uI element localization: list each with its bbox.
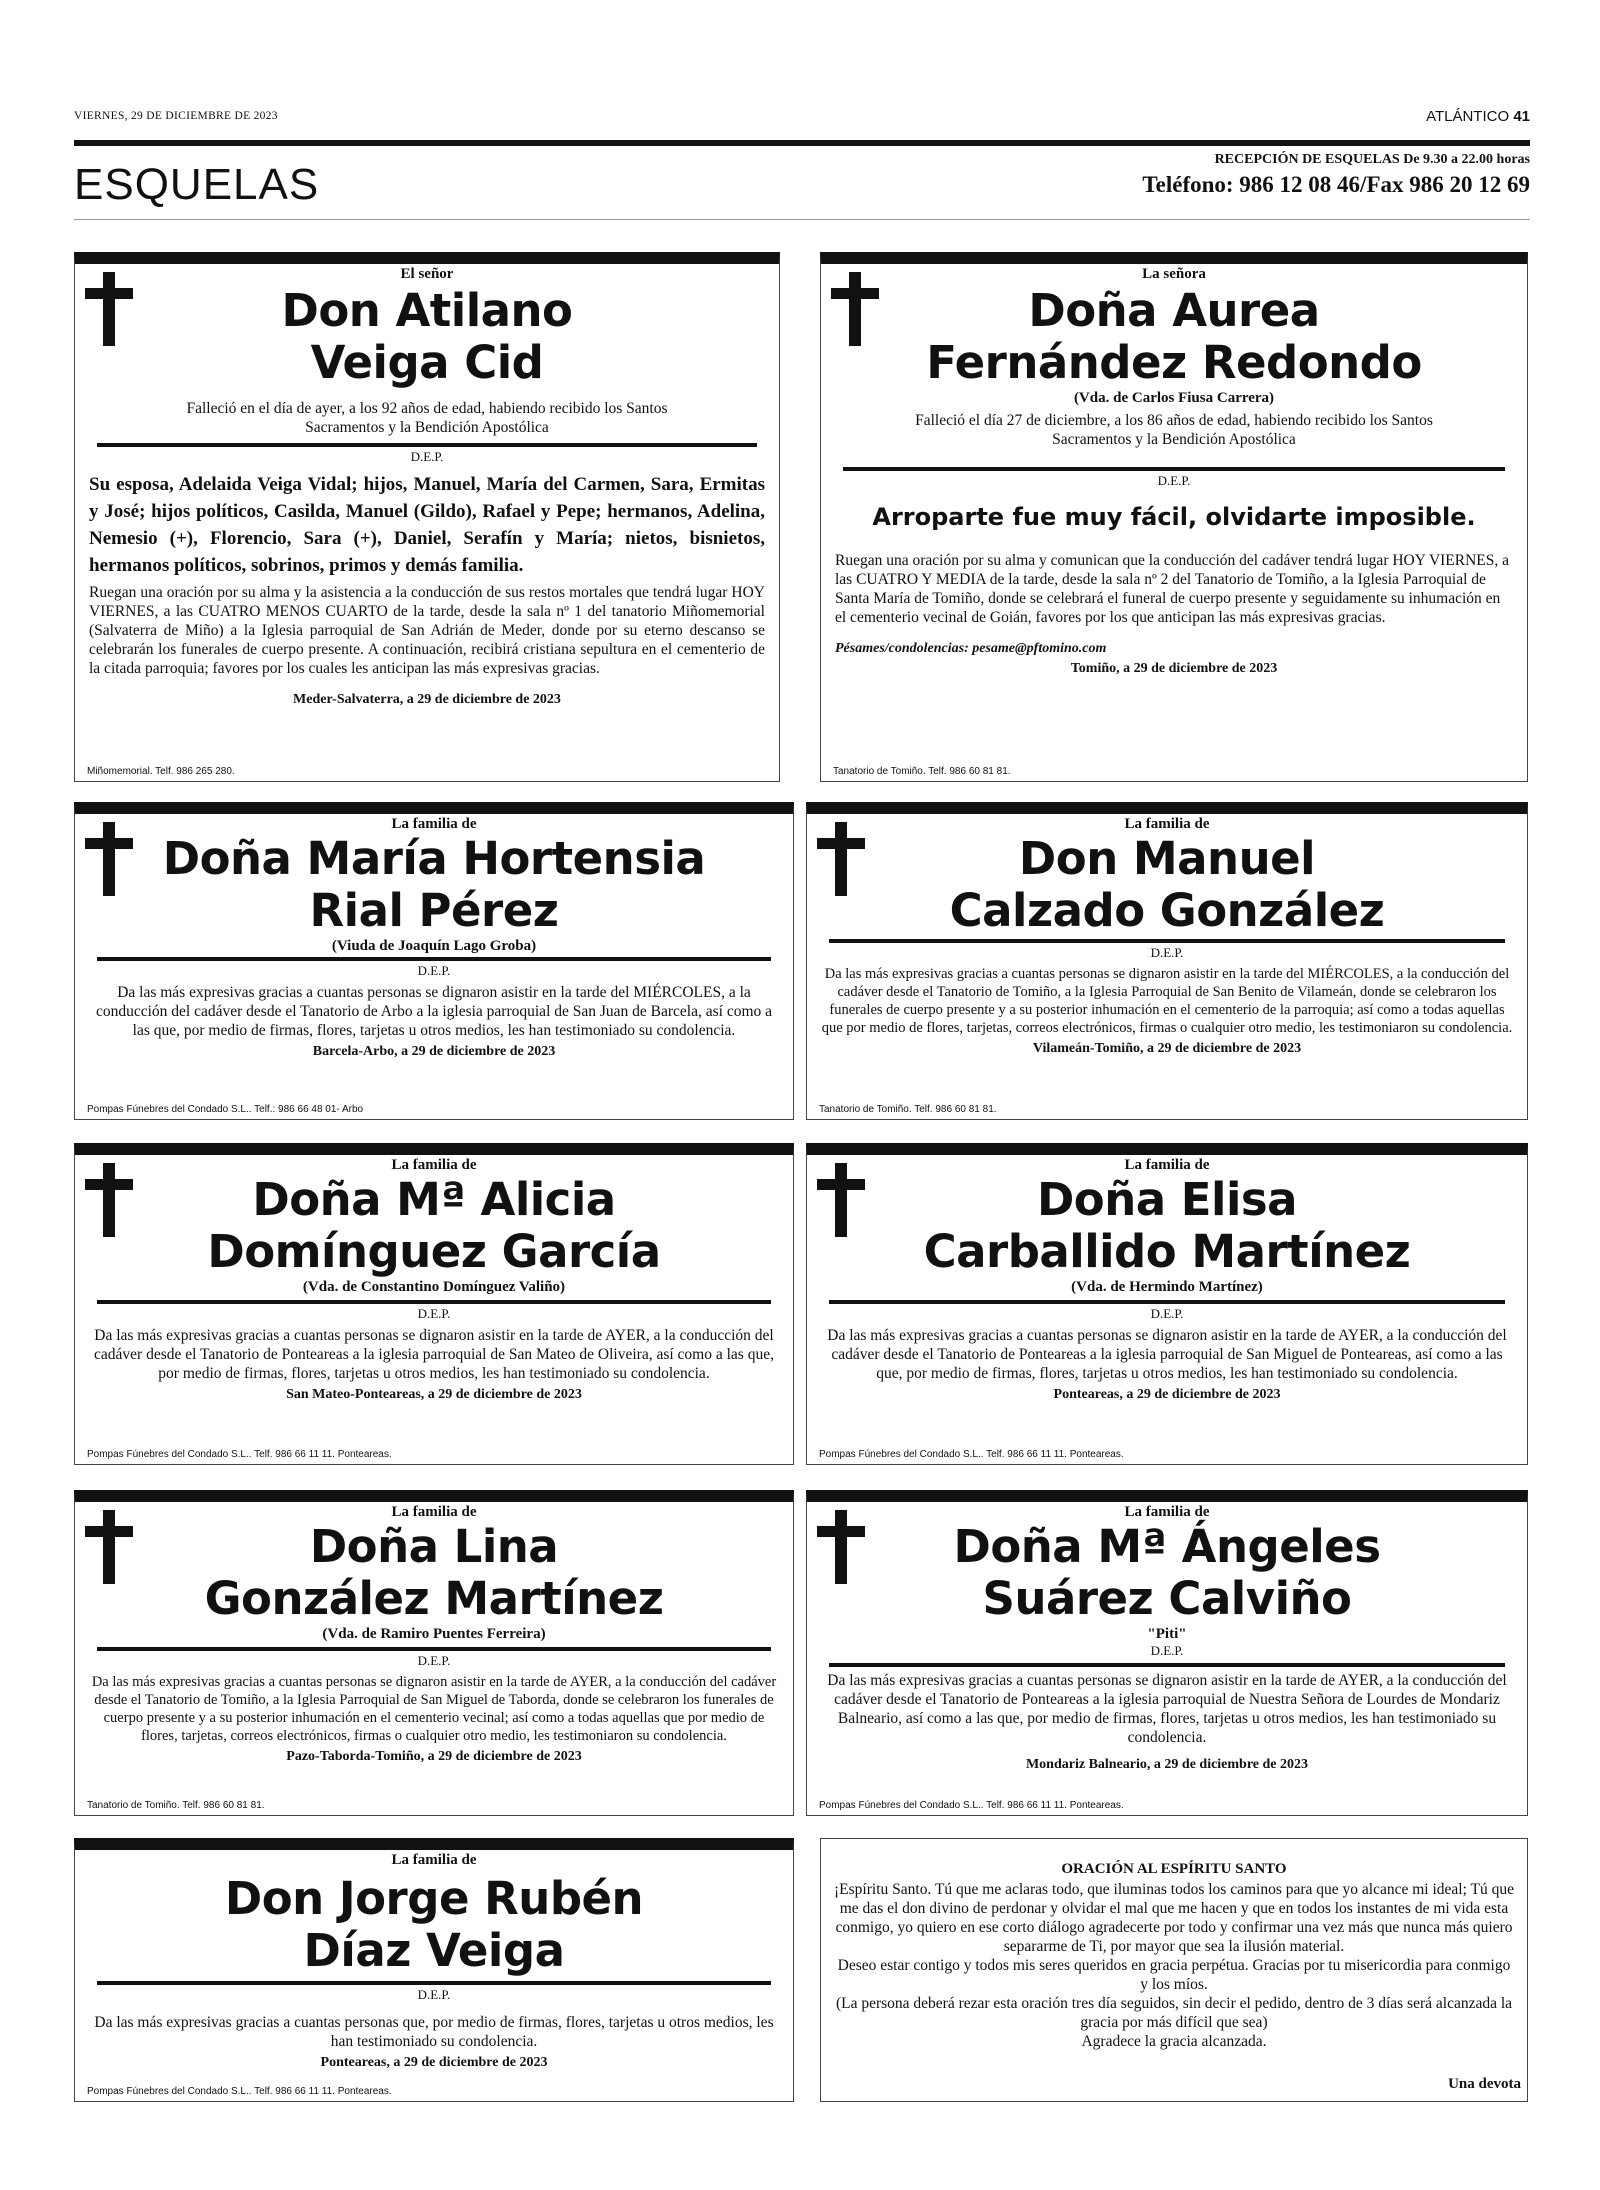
rip-text: D.E.P.: [417, 1653, 451, 1668]
widow-note: (Vda. de Hermindo Martínez): [1071, 1279, 1263, 1295]
rip-line: [87, 443, 767, 465]
deceased-name: Doña Mª Ángeles: [953, 1520, 1381, 1573]
obituary-notice: [74, 252, 780, 782]
obituary-notice: [806, 1490, 1528, 1816]
notice-body: Da las más expresivas gracias a cuantas personas se dignaron asistir en la tarde de AYER, a la conducción del cadáver desde el Tanatorio de Tomiño, a la Iglesia Parroquial de San Miguel de Taborda, donde se celebraron los funerales de cuerpo presente y a su posterior inhumación en el cementerio vecinal; así como a todas aquellas que por medio de flores, tarjetas, correos electrónicos, firmas o cualquier otro medio, les testimoniaron su condolencia.: [91, 1674, 777, 1744]
deceased-name: Doña Lina: [309, 1520, 559, 1573]
notice-intro: La familia de: [391, 1504, 477, 1520]
notice-place-date: Ponteareas, a 29 de diciembre de 2023: [320, 2055, 548, 2070]
deceased-name: Doña María Hortensia: [162, 832, 706, 885]
rip-text: D.E.P.: [417, 963, 451, 978]
page-number: 41: [1513, 108, 1530, 125]
notice-intro: La familia de: [391, 1852, 477, 1868]
obituary-notice: [74, 1143, 794, 1465]
notice-intro: La señora: [1142, 266, 1206, 282]
deceased-surname: Calzado González: [949, 884, 1385, 937]
prayer-signature: Una devota: [1448, 2076, 1521, 2092]
cross-icon: [817, 1163, 865, 1237]
epitaph: Arroparte fue muy fácil, olvidarte imposible.: [872, 503, 1476, 531]
prayer-instructions: (La persona deberá rezar esta oración tres día seguidos, sin decir el pedido, dentro de 3 días será alcanzada la gracia por más difícil que sea): [835, 1995, 1513, 2031]
notice-place-date: Pazo-Taborda-Tomiño, a 29 de diciembre de 2023: [286, 1749, 582, 1764]
section-rule: [74, 219, 1530, 220]
widow-note: (Vda. de Carlos Fiusa Carrera): [1073, 390, 1275, 406]
contact-phone: Teléfono: 986 12 08 46/Fax 986 20 12 69: [1142, 172, 1530, 197]
notice-body: Da las más expresivas gracias a cuantas personas se dignaron asistir en la tarde de AYER, a la conducción del cadáver desde el Tanatorio de Ponteareas a la iglesia parroquial de San Mateo de Oliveira, así como a las que, por medio de firmas, flores, tarjetas u otros medios, les han testimoniado su condolencia.: [94, 1327, 774, 1382]
deceased-surname: Fernández Redondo: [926, 336, 1422, 389]
death-notice: Falleció en el día de ayer, a los 92 años de edad, habiendo recibido los Santos Sacramentos y la Bendición Apostólica: [186, 400, 668, 436]
rip-line: [833, 467, 1515, 489]
cross-icon: [85, 1163, 133, 1237]
page-header: [74, 108, 1530, 132]
notice-place-date: Meder-Salvaterra, a 29 de diciembre de 2023: [293, 692, 561, 707]
reception-info: [1142, 152, 1530, 198]
rip-text: D.E.P.: [417, 1987, 451, 2002]
funeral-home: Pompas Fúnebres del Condado S.L.. Telf. 986 66 11 11. Ponteareas.: [87, 1449, 392, 1460]
obituary-notice: [74, 1490, 794, 1816]
rip-line: [87, 1647, 781, 1669]
notice-body: Ruegan una oración por su alma y comunican que la conducción del cadáver tendrá lugar HOY VIERNES, a las CUATRO Y MEDIA de la tarde, desde la sala nº 2 del Tanatorio de Tomiño, a la Iglesia Parroquial de Santa María de Tomiño, donde se celebrará el funeral de cuerpo presente y seguidamente su inhumación en el cementerio vecinal de Goián, favores por los que anticipan las más expresivas gracias.: [835, 552, 1510, 626]
section-title: ESQUELAS: [74, 160, 320, 209]
prayer-text: Deseo estar contigo y todos mis seres queridos en gracia perpétua. Gracias por tu misericordia para conmigo y los míos.: [837, 1957, 1511, 1993]
notice-body: Da las más expresivas gracias a cuantas personas que, por medio de firmas, flores, tarjetas u otros medios, les han testimoniado su condolencia.: [94, 2014, 774, 2050]
deceased-surname: Díaz Veiga: [303, 1924, 565, 1977]
prayer-box: [820, 1838, 1528, 2102]
notice-place-date: Ponteareas, a 29 de diciembre de 2023: [1053, 1387, 1281, 1402]
notice-place-date: San Mateo-Ponteareas, a 29 de diciembre de 2023: [286, 1387, 582, 1402]
notice-intro: La familia de: [1124, 1504, 1210, 1520]
deceased-name: Don Jorge Rubén: [224, 1872, 644, 1925]
notice-body: Da las más expresivas gracias a cuantas personas se dignaron asistir en la tarde de AYER, a la conducción del cadáver desde el Tanatorio de Ponteareas a la iglesia parroquial de San Miguel de Ponteareas, así como a las que, por medio de firmas, flores, tarjetas u otros medios, les han testimoniado su condolencia.: [827, 1327, 1507, 1382]
notice-intro: El señor: [400, 266, 454, 282]
funeral-home: Pompas Fúnebres del Condado S.L.. Telf. 986 66 11 11. Ponteareas.: [819, 1800, 1124, 1811]
prayer-thanks: Agradece la gracia alcanzada.: [1081, 2033, 1267, 2050]
reception-hours: RECEPCIÓN DE ESQUELAS De 9.30 a 22.00 horas: [1214, 152, 1530, 167]
condolence-email: Pésames/condolencias: pesame@pftomino.com: [835, 641, 1107, 656]
notice-place-date: Tomiño, a 29 de diciembre de 2023: [1070, 661, 1278, 676]
widow-note: (Vda. de Constantino Domínguez Valiño): [302, 1279, 566, 1295]
rip-line: [819, 1643, 1515, 1667]
deceased-name: Don Manuel: [1018, 832, 1316, 885]
rip-line: [819, 1300, 1515, 1322]
funeral-home: Pompas Fúnebres del Condado S.L.. Telf. 986 66 11 11. Ponteareas.: [87, 2086, 392, 2097]
rip-line: [87, 957, 781, 979]
funeral-home: Tanatorio de Tomiño. Telf. 986 60 81 81.: [819, 1104, 997, 1115]
deceased-surname: González Martínez: [204, 1572, 664, 1625]
obituary-notice: [74, 1838, 794, 2102]
cross-icon: [85, 1510, 133, 1584]
deceased-surname: Rial Pérez: [309, 884, 559, 937]
prayer-title: ORACIÓN AL ESPÍRITU SANTO: [1061, 1861, 1287, 1877]
widow-note: (Vda. de Ramiro Puentes Ferreira): [322, 1626, 546, 1642]
masthead: [1426, 108, 1530, 125]
funeral-home: Tanatorio de Tomiño. Telf. 986 60 81 81.: [833, 766, 1011, 777]
rip-line: [819, 939, 1515, 961]
rip-text: D.E.P.: [417, 1306, 451, 1321]
notice-place-date: Barcela-Arbo, a 29 de diciembre de 2023: [312, 1044, 556, 1059]
rip-line: [87, 1981, 781, 2003]
funeral-home: Miñomemorial. Telf. 986 265 280.: [87, 766, 235, 777]
header-rule: [74, 140, 1530, 146]
deceased-surname: Carballido Martínez: [923, 1225, 1411, 1278]
notice-intro: La familia de: [1124, 816, 1210, 832]
notice-body: Da las más expresivas gracias a cuantas personas se dignaron asistir en la tarde del MIÉRCOLES, a la conducción del cadáver desde el Tanatorio de Tomiño, a la Iglesia Parroquial de San Benito de Vilameán, donde se celebraron los funerales de cuerpo presente y a su posterior inhumación en el cementerio de la parroquia; así como a todas aquellas que por medio de flores, tarjetas, correos electrónicos, firmas o cualquier otro medio, les testimoniaron su condolencia.: [821, 966, 1513, 1036]
obituary-notice: [806, 1143, 1528, 1465]
cross-icon: [817, 1510, 865, 1584]
deceased-name: Doña Mª Alicia: [252, 1173, 616, 1226]
notice-body: Da las más expresivas gracias a cuantas personas se dignaron asistir en la tarde de AYER, a la conducción del cadáver desde el Tanatorio de Ponteareas a la iglesia parroquial de Nuestra Señora de Lourdes de Mondariz Balneario, así como a las que, por medio de firmas, flores, tarjetas u otros medios, les han testimoniado su condolencia.: [827, 1672, 1507, 1746]
cross-icon: [85, 822, 133, 896]
rip-text: D.E.P.: [1150, 945, 1184, 960]
notice-place-date: Vilameán-Tomiño, a 29 de diciembre de 2023: [1032, 1041, 1302, 1056]
rip-text: D.E.P.: [410, 449, 444, 464]
obituary-notice: [820, 252, 1528, 782]
deceased-name: Don Atilano: [281, 284, 573, 337]
rip-text: D.E.P.: [1150, 1643, 1184, 1658]
notice-body: Ruegan una oración por su alma y la asistencia a la conducción de sus restos mortales que tendrá lugar HOY VIERNES, a las CUATRO MENOS CUARTO de la tarde, desde la sala nº 1 del tanatorio Miñomemorial (Salvaterra de Miño) a la Iglesia parroquial de San Adrián de Meder, donde por su eterno descanso se celebrarán los funerales de cuerpo presente. A continuación, recibirá cristiana sepultura en el cementerio de la citada parroquia; favores por los cuales les anticipan las más expresivas gracias.: [89, 584, 765, 677]
funeral-home: Pompas Fúnebres del Condado S.L.. Telf.: 986 66 48 01- Arbo: [87, 1104, 364, 1115]
paper-name: ATLÁNTICO: [1426, 108, 1510, 125]
rip-text: D.E.P.: [1157, 473, 1191, 488]
family-list: Su esposa, Adelaida Veiga Vidal; hijos, Manuel, María del Carmen, Sara, Ermitas y José; hijos políticos, Casilda, Manuel (Gildo), Rafael y Pepe; hermanos, Adelina, Nemesio (+), Florencio, Sara (+), Daniel, Serafín y María; nietos, bisnietos, hermanos políticos, sobrinos, primos y demás familia.: [89, 474, 765, 576]
funeral-home: Pompas Fúnebres del Condado S.L.. Telf. 986 66 11 11. Ponteareas.: [819, 1449, 1124, 1460]
deceased-surname: Domínguez García: [207, 1225, 661, 1278]
rip-line: [87, 1300, 781, 1322]
cross-icon: [85, 272, 133, 346]
notice-place-date: Mondariz Balneario, a 29 de diciembre de 2023: [1025, 1757, 1309, 1772]
issue-date: VIERNES, 29 DE DICIEMBRE DE 2023: [74, 110, 278, 122]
cross-icon: [817, 822, 865, 896]
obituary-notice: [74, 802, 794, 1120]
widow-note: (Viuda de Joaquín Lago Groba): [331, 938, 537, 954]
notice-intro: La familia de: [1124, 1157, 1210, 1173]
deceased-name: Doña Aurea: [1028, 284, 1320, 337]
notice-intro: La familia de: [391, 1157, 477, 1173]
obituary-notice: [806, 802, 1528, 1120]
death-notice: Falleció el día 27 de diciembre, a los 86 años de edad, habiendo recibido los Santos Sacramentos y la Bendición Apostólica: [915, 412, 1433, 448]
deceased-surname: Suárez Calviño: [982, 1572, 1352, 1625]
notice-body: Da las más expresivas gracias a cuantas personas se dignaron asistir en la tarde del MIÉRCOLES, a la conducción del cadáver desde el Tanatorio de Arbo a la iglesia parroquial de San Juan de Barcela, así como a las que, por medio de firmas, flores, tarjetas u otros medios, les han testimoniado su condolencia.: [95, 984, 773, 1039]
funeral-home: Tanatorio de Tomiño. Telf. 986 60 81 81.: [87, 1800, 265, 1811]
nickname: "Piti": [1147, 1626, 1187, 1642]
notice-intro: La familia de: [391, 816, 477, 832]
deceased-name: Doña Elisa: [1036, 1173, 1298, 1226]
deceased-surname: Veiga Cid: [310, 336, 544, 389]
cross-icon: [831, 272, 879, 346]
prayer-text: ¡Espíritu Santo. Tú que me aclaras todo, que iluminas todos los caminos para que yo alcance mi ideal; Tú que me das el don divino de perdonar y olvidar el mal que me hacen y que en todos los instantes de mi vida esta conmigo, yo quiero en ese corto diálogo agradecerte por todo y confirmar una vez más que nunca más quiero separarme de Ti, por mayor que sea la ilusión material.: [834, 1881, 1514, 1955]
rip-text: D.E.P.: [1150, 1306, 1184, 1321]
